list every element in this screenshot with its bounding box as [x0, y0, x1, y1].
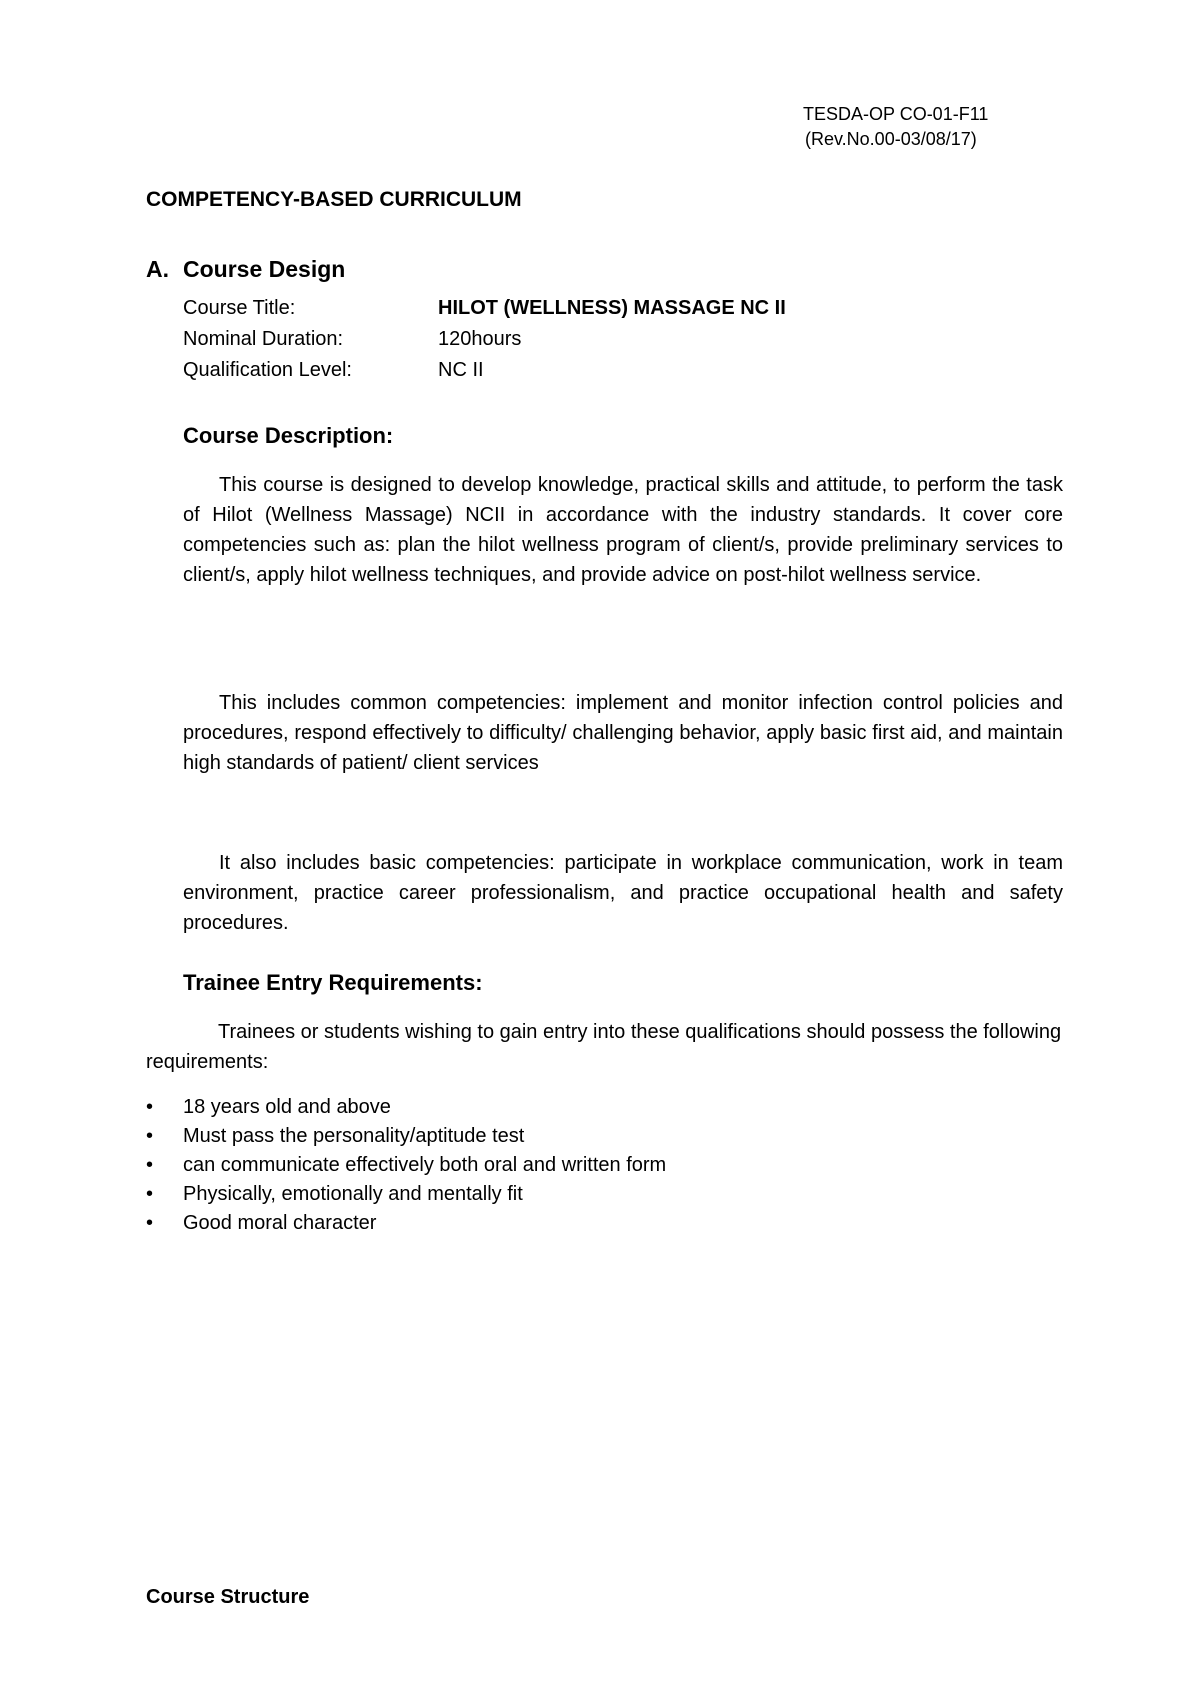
duration-label: Nominal Duration:	[183, 328, 344, 350]
entry-requirements-heading: Trainee Entry Requirements:	[183, 970, 483, 995]
course-title-value: HILOT (WELLNESS) MASSAGE NC II	[438, 297, 786, 319]
list-item-text: Must pass the personality/aptitude test	[183, 1125, 525, 1147]
course-description-heading: Course Description:	[183, 423, 394, 448]
description-paragraph-core: This course is designed to develop knowledge, practical skills and attitude, to perform the task of Hilot (Wellness Massage) NCII in accordance with the industry standards. It cover core competencies such as: plan the hilot wellness program of client/s, provide preliminary services to client/s, apply hilot wellness techniques, and provide advice on post-hilot wellness service.	[183, 474, 1063, 586]
entry-requirements-intro: Trainees or students wishing to gain entry into these qualifications should possess the following requirements:	[146, 1021, 1062, 1073]
qualification-level-value: NC II	[438, 359, 484, 381]
bullet-icon: •	[146, 1125, 154, 1147]
list-item	[146, 1180, 666, 1209]
list-item	[146, 1209, 666, 1238]
section-title: Course Design	[183, 256, 346, 282]
list-item-text: Physically, emotionally and mentally fit	[183, 1183, 523, 1205]
list-item	[146, 1151, 666, 1180]
list-item	[146, 1093, 666, 1122]
description-paragraph-common: This includes common competencies: implement and monitor infection control policies and procedures, respond effectively to difficulty/ challenging behavior, apply basic first aid, and maintain high standards of patient/ client services	[183, 692, 1063, 774]
description-paragraph-basic: It also includes basic competencies: participate in workplace communication, work in team environment, practice career professionalism, and practice occupational health and safety procedures.	[183, 852, 1063, 934]
list-item-text: 18 years old and above	[183, 1096, 391, 1118]
requirements-list	[146, 1093, 666, 1238]
course-structure-heading: Course Structure	[146, 1586, 310, 1608]
form-code-block	[803, 102, 988, 152]
list-item-text: Good moral character	[183, 1212, 377, 1234]
document-title: COMPETENCY-BASED CURRICULUM	[146, 188, 522, 211]
course-title-label: Course Title:	[183, 297, 296, 319]
bullet-icon: •	[146, 1212, 154, 1234]
bullet-icon: •	[146, 1096, 154, 1118]
bullet-icon: •	[146, 1183, 154, 1205]
section-letter: A.	[146, 256, 169, 282]
list-item	[146, 1122, 666, 1151]
qualification-level-label: Qualification Level:	[183, 359, 352, 381]
revision-number: (Rev.No.00-03/08/17)	[805, 129, 977, 149]
duration-value: 120hours	[438, 328, 522, 350]
form-code: TESDA-OP CO-01-F11	[803, 104, 989, 124]
list-item-text: can communicate effectively both oral and written form	[183, 1154, 667, 1176]
bullet-icon: •	[146, 1154, 154, 1176]
section-heading-course-design	[146, 256, 345, 283]
